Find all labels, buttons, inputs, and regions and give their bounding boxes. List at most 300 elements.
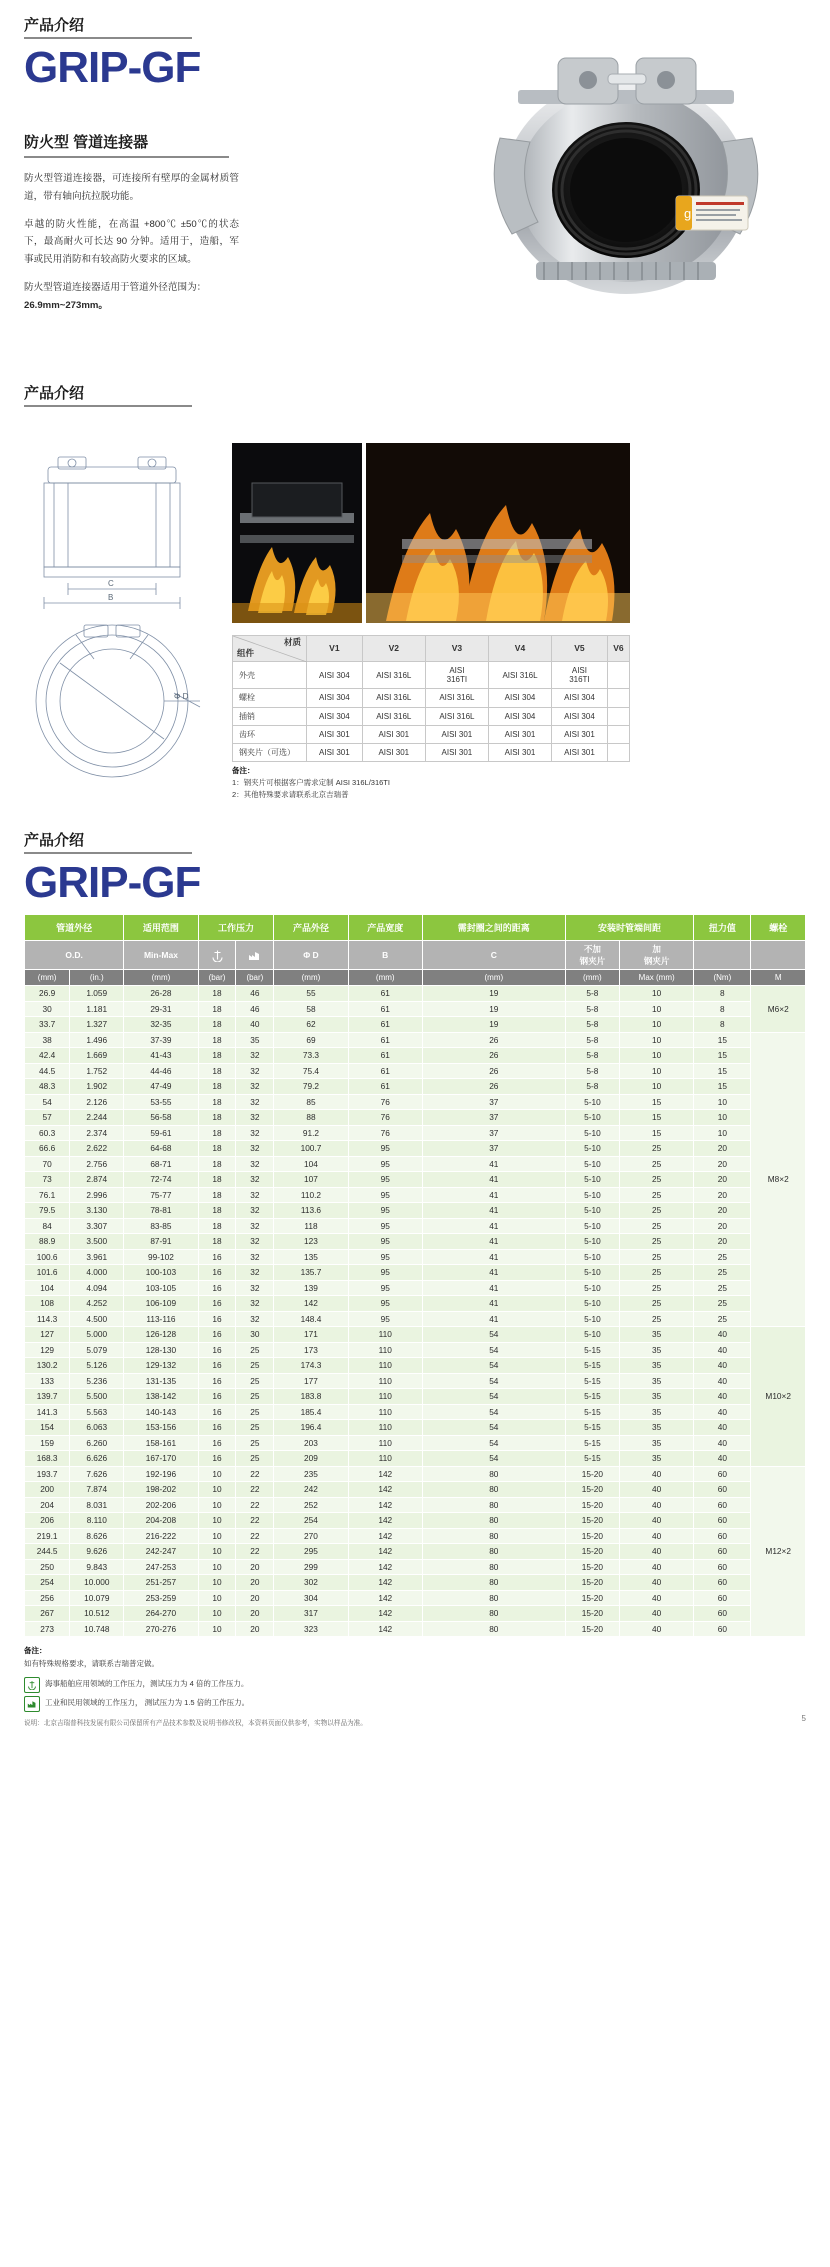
table-row	[25, 1606, 806, 1622]
section-title-1: 产品介绍	[24, 17, 85, 34]
page-number: 5	[801, 1714, 806, 1724]
spec-cell: 85	[274, 1094, 348, 1110]
spec-cell: 114.3	[25, 1311, 70, 1327]
spec-cell: 88.9	[25, 1234, 70, 1250]
section-title-2: 产品介绍	[24, 385, 85, 402]
table-row	[25, 1048, 806, 1064]
material-table-row	[233, 689, 630, 707]
spec-cell: 10	[198, 1528, 236, 1544]
spec-cell: 206	[25, 1513, 70, 1529]
spec-unit-m: M	[751, 970, 806, 986]
material-cell: AISI 301	[362, 743, 425, 761]
spec-cell: 5-15	[565, 1435, 619, 1451]
spec-cell: 10	[694, 1110, 751, 1126]
spec-cell: 235	[274, 1466, 348, 1482]
spec-cell: 25	[620, 1265, 694, 1281]
spec-cell: 5-8	[565, 1079, 619, 1095]
spec-cell: 10	[198, 1482, 236, 1498]
spec-cell: 127	[25, 1327, 70, 1343]
spec-cell: 5-10	[565, 1141, 619, 1157]
material-note-1: 1：钢夹片可根据客户需求定制 AISI 316L/316TI	[232, 778, 390, 787]
spec-cell: 40	[694, 1373, 751, 1389]
spec-cell: 19	[422, 1017, 565, 1033]
spec-cell: 10	[620, 1079, 694, 1095]
spec-cell: 25	[694, 1249, 751, 1265]
spec-cell: 204-208	[124, 1513, 198, 1529]
table-row	[25, 1110, 806, 1126]
spec-cell: 46	[236, 1001, 274, 1017]
spec-cell: 87-91	[124, 1234, 198, 1250]
spec-cell: 242-247	[124, 1544, 198, 1560]
spec-cell: 16	[198, 1389, 236, 1405]
table-row	[25, 1544, 806, 1560]
spec-unit-in: (in.)	[70, 970, 124, 986]
spec-cell: 20	[236, 1559, 274, 1575]
spec-bolt-cell: M6×2	[751, 986, 806, 1033]
intro-left-column	[24, 14, 324, 314]
section-product-intro-2	[0, 372, 830, 823]
material-col-v3: V3	[425, 636, 488, 662]
spec-cell: 7.626	[70, 1466, 124, 1482]
spec-cell: 4.000	[70, 1265, 124, 1281]
table-row	[25, 1497, 806, 1513]
material-cell: AISI 301	[552, 743, 608, 761]
spec-cell: 2.996	[70, 1187, 124, 1203]
spec-cell: 5-10	[565, 1187, 619, 1203]
spec-cell: 142	[348, 1544, 422, 1560]
spec-cell: 20	[694, 1218, 751, 1234]
material-cell: AISI 301	[488, 743, 551, 761]
spec-cell: 113.6	[274, 1203, 348, 1219]
spec-cell: 18	[198, 1203, 236, 1219]
footer-disclaimer: 说明：北京吉瑞普科技发展有限公司保留所有产品技术参数及说明书修改权，本资料页面仅供参考，实物以样品为准。	[24, 1719, 367, 1727]
table-row	[25, 1079, 806, 1095]
table-row	[25, 1404, 806, 1420]
spec-sub-gap-no-clip: 不加 钢夹片	[565, 941, 619, 970]
spec-cell: 20	[236, 1575, 274, 1591]
spec-cell: 32	[236, 1094, 274, 1110]
spec-cell: 5-10	[565, 1249, 619, 1265]
spec-cell: 183.8	[274, 1389, 348, 1405]
material-cell: AISI 304	[552, 689, 608, 707]
spec-cell: 40	[620, 1559, 694, 1575]
spec-group-range: 适用范围	[124, 915, 198, 941]
spec-cell: 40	[620, 1590, 694, 1606]
table-row	[25, 1559, 806, 1575]
spec-cell: 18	[198, 1218, 236, 1234]
spec-sub-b: B	[348, 941, 422, 970]
spec-cell: 16	[198, 1327, 236, 1343]
material-note-2: 2：其他特殊要求请联系北京吉瑞普	[232, 790, 349, 799]
spec-cell: 5-10	[565, 1156, 619, 1172]
spec-cell: 142	[348, 1590, 422, 1606]
spec-cell: 16	[198, 1249, 236, 1265]
spec-cell: 20	[694, 1141, 751, 1157]
spec-cell: 95	[348, 1265, 422, 1281]
section-rule-3	[24, 852, 192, 854]
spec-cell: 25	[620, 1141, 694, 1157]
spec-cell: 104	[25, 1280, 70, 1296]
spec-cell: 142	[348, 1482, 422, 1498]
spec-cell: 66.6	[25, 1141, 70, 1157]
spec-cell: 25	[236, 1373, 274, 1389]
spec-cell: 37	[422, 1141, 565, 1157]
spec-cell: 37-39	[124, 1032, 198, 1048]
spec-cell: 159	[25, 1435, 70, 1451]
spec-cell: 80	[422, 1466, 565, 1482]
spec-cell: 41	[422, 1203, 565, 1219]
spec-sub-header-row	[25, 941, 806, 970]
spec-cell: 15	[694, 1079, 751, 1095]
table-row	[25, 1327, 806, 1343]
spec-cell: 123	[274, 1234, 348, 1250]
material-cell: AISI 304	[307, 707, 363, 725]
spec-cell: 54	[422, 1435, 565, 1451]
material-cell: AISI 301	[425, 743, 488, 761]
footer-notes-title: 备注：	[24, 1646, 47, 1656]
table-row	[25, 1017, 806, 1033]
spec-group-outer: 产品外径	[274, 915, 348, 941]
spec-cell: 16	[198, 1280, 236, 1296]
spec-cell: 16	[198, 1373, 236, 1389]
spec-cell: 5-15	[565, 1451, 619, 1467]
spec-cell: 75-77	[124, 1187, 198, 1203]
spec-cell: 16	[198, 1420, 236, 1436]
spec-bolt-cell: M10×2	[751, 1327, 806, 1467]
spec-cell: 40	[694, 1389, 751, 1405]
spec-cell: 26	[422, 1032, 565, 1048]
spec-cell: 60	[694, 1513, 751, 1529]
spec-cell: 25	[236, 1404, 274, 1420]
spec-group-torque: 扭力值	[694, 915, 751, 941]
spec-cell: 142	[348, 1528, 422, 1544]
spec-cell: 30	[236, 1327, 274, 1343]
spec-cell: 32	[236, 1311, 274, 1327]
spec-cell: 5-10	[565, 1094, 619, 1110]
spec-cell: 60	[694, 1559, 751, 1575]
table-row	[25, 1187, 806, 1203]
spec-cell: 60	[694, 1528, 751, 1544]
spec-cell: 44-46	[124, 1063, 198, 1079]
spec-cell: 5-10	[565, 1296, 619, 1312]
spec-cell: 32	[236, 1296, 274, 1312]
spec-cell: 128-130	[124, 1342, 198, 1358]
material-cell: AISI 316TI	[552, 662, 608, 689]
material-row-label: 外壳	[233, 662, 307, 689]
spec-cell: 130.2	[25, 1358, 70, 1374]
material-cell: AISI 304	[552, 707, 608, 725]
spec-cell: 106-109	[124, 1296, 198, 1312]
spec-cell: 29-31	[124, 1001, 198, 1017]
spec-cell: 80	[422, 1482, 565, 1498]
spec-cell: 25	[236, 1420, 274, 1436]
spec-cell: 61	[348, 1063, 422, 1079]
spec-cell: 5-8	[565, 1048, 619, 1064]
spec-cell: 110	[348, 1342, 422, 1358]
spec-cell: 95	[348, 1280, 422, 1296]
spec-cell: 5-10	[565, 1234, 619, 1250]
spec-cell: 1.496	[70, 1032, 124, 1048]
spec-cell: 18	[198, 1156, 236, 1172]
spec-unit-header-row	[25, 970, 806, 986]
spec-cell: 95	[348, 1156, 422, 1172]
spec-cell: 219.1	[25, 1528, 70, 1544]
spec-cell: 5.000	[70, 1327, 124, 1343]
spec-cell: 101.6	[25, 1265, 70, 1281]
spec-cell: 25	[620, 1218, 694, 1234]
spec-cell: 5-10	[565, 1218, 619, 1234]
footer-icon-row-marine	[24, 1677, 806, 1693]
spec-cell: 3.307	[70, 1218, 124, 1234]
intro-paragraph-3a: 防火型管道连接器适用于管道外径范围为：	[24, 281, 207, 293]
spec-cell: 108	[25, 1296, 70, 1312]
spec-cell: 18	[198, 1017, 236, 1033]
spec-cell: 64-68	[124, 1141, 198, 1157]
spec-cell: 46	[236, 986, 274, 1002]
drawing-label-c: C	[108, 579, 114, 588]
material-cell	[607, 689, 629, 707]
spec-cell: 30	[25, 1001, 70, 1017]
footer-icon-list	[24, 1677, 806, 1712]
spec-cell: 25	[236, 1389, 274, 1405]
material-cell: AISI 304	[488, 707, 551, 725]
spec-cell: 8	[694, 1001, 751, 1017]
brand-title-2: GRIP-GF	[24, 858, 201, 907]
spec-cell: 22	[236, 1528, 274, 1544]
fire-test-photo-2	[366, 443, 630, 623]
spec-cell: 76	[348, 1125, 422, 1141]
spec-cell: 32	[236, 1048, 274, 1064]
table-row	[25, 1218, 806, 1234]
spec-cell: 135.7	[274, 1265, 348, 1281]
spec-cell: 20	[694, 1234, 751, 1250]
spec-cell: 40	[620, 1544, 694, 1560]
spec-cell: 68-71	[124, 1156, 198, 1172]
spec-cell: 79.5	[25, 1203, 70, 1219]
spec-cell: 35	[620, 1451, 694, 1467]
spec-unit-gap-max-mm: Max (mm)	[620, 970, 694, 986]
spec-cell: 20	[236, 1621, 274, 1637]
spec-cell: 5-10	[565, 1125, 619, 1141]
spec-cell: 16	[198, 1358, 236, 1374]
spec-cell: 42.4	[25, 1048, 70, 1064]
spec-cell: 32-35	[124, 1017, 198, 1033]
spec-cell: 54	[422, 1420, 565, 1436]
material-table-body	[233, 662, 630, 762]
spec-cell: 25	[236, 1342, 274, 1358]
material-cell: AISI 301	[488, 725, 551, 743]
spec-cell: 10	[198, 1575, 236, 1591]
spec-cell: 32	[236, 1063, 274, 1079]
spec-cell: 18	[198, 1048, 236, 1064]
spec-cell: 138-142	[124, 1389, 198, 1405]
spec-cell: 40	[620, 1606, 694, 1622]
spec-cell: 95	[348, 1203, 422, 1219]
spec-cell: 110	[348, 1404, 422, 1420]
spec-cell: 35	[620, 1342, 694, 1358]
spec-cell: 16	[198, 1404, 236, 1420]
spec-cell: 32	[236, 1079, 274, 1095]
intro-paragraph-1: 防火型管道连接器，可连接所有壁厚的金属材质管道，带有轴向抗拉脱功能。	[24, 173, 239, 202]
spec-cell: 15-20	[565, 1497, 619, 1513]
spec-cell: 107	[274, 1172, 348, 1188]
spec-cell: 54	[422, 1342, 565, 1358]
material-cell: AISI 304	[307, 689, 363, 707]
spec-cell: 8.626	[70, 1528, 124, 1544]
spec-cell: 10	[694, 1125, 751, 1141]
table-row	[25, 1389, 806, 1405]
spec-cell: 133	[25, 1373, 70, 1389]
spec-cell: 15-20	[565, 1482, 619, 1498]
spec-cell: 54	[422, 1373, 565, 1389]
spec-cell: 60	[694, 1575, 751, 1591]
spec-cell: 95	[348, 1218, 422, 1234]
spec-cell: 142	[348, 1606, 422, 1622]
intro-range-value: 26.9mm~273mm。	[24, 299, 108, 311]
material-notes-title: 备注：	[232, 766, 255, 775]
spec-cell: 84	[25, 1218, 70, 1234]
spec-unit-mm: (mm)	[25, 970, 70, 986]
spec-cell: 32	[236, 1172, 274, 1188]
spec-cell: 80	[422, 1544, 565, 1560]
spec-cell: 168.3	[25, 1451, 70, 1467]
spec-cell: 76	[348, 1110, 422, 1126]
spec-cell: 25	[236, 1435, 274, 1451]
spec-cell: 2.244	[70, 1110, 124, 1126]
spec-cell: 242	[274, 1482, 348, 1498]
material-cell	[607, 662, 629, 689]
spec-cell: 61	[348, 1048, 422, 1064]
spec-cell: 26	[422, 1079, 565, 1095]
spec-cell: 26-28	[124, 986, 198, 1002]
material-table	[232, 635, 630, 762]
spec-cell: 25	[694, 1296, 751, 1312]
spec-cell: 37	[422, 1125, 565, 1141]
spec-cell: 254	[274, 1513, 348, 1529]
spec-cell: 304	[274, 1590, 348, 1606]
spec-cell: 177	[274, 1373, 348, 1389]
spec-cell: 10	[198, 1606, 236, 1622]
spec-cell: 264-270	[124, 1606, 198, 1622]
spec-cell: 139	[274, 1280, 348, 1296]
spec-cell: 5.079	[70, 1342, 124, 1358]
spec-cell: 16	[198, 1265, 236, 1281]
spec-cell: 16	[198, 1296, 236, 1312]
spec-cell: 61	[348, 1001, 422, 1017]
spec-cell: 5-15	[565, 1389, 619, 1405]
spec-cell: 40	[620, 1621, 694, 1637]
spec-cell: 44.5	[25, 1063, 70, 1079]
spec-cell: 54	[422, 1389, 565, 1405]
spec-cell: 35	[620, 1435, 694, 1451]
spec-cell: 60	[694, 1466, 751, 1482]
spec-cell: 8	[694, 986, 751, 1002]
spec-cell: 95	[348, 1172, 422, 1188]
spec-cell: 18	[198, 1063, 236, 1079]
spec-cell: 4.500	[70, 1311, 124, 1327]
spec-cell: 204	[25, 1497, 70, 1513]
spec-cell: 61	[348, 1032, 422, 1048]
spec-cell: 5-15	[565, 1373, 619, 1389]
spec-cell: 20	[694, 1172, 751, 1188]
intro-paragraph-3	[24, 279, 239, 314]
spec-cell: 10	[198, 1466, 236, 1482]
table-row	[25, 1466, 806, 1482]
spec-cell: 256	[25, 1590, 70, 1606]
section-rule-1	[24, 37, 192, 39]
spec-cell: 60	[694, 1621, 751, 1637]
spec-unit-range-mm: (mm)	[124, 970, 198, 986]
spec-cell: 22	[236, 1466, 274, 1482]
spec-cell: 110	[348, 1451, 422, 1467]
spec-cell: 250	[25, 1559, 70, 1575]
spec-cell: 40	[236, 1017, 274, 1033]
spec-cell: 192-196	[124, 1466, 198, 1482]
intro-heading-rule	[24, 156, 229, 158]
spec-cell: 25	[694, 1265, 751, 1281]
spec-cell: 32	[236, 1203, 274, 1219]
spec-group-width: 产品宽度	[348, 915, 422, 941]
spec-cell: 15	[620, 1094, 694, 1110]
spec-group-header-row	[25, 915, 806, 941]
spec-cell: 35	[620, 1327, 694, 1343]
spec-cell: 5.500	[70, 1389, 124, 1405]
spec-cell: 16	[198, 1451, 236, 1467]
table-row	[25, 1203, 806, 1219]
material-cell: AISI 316L	[425, 689, 488, 707]
spec-cell: 40	[694, 1358, 751, 1374]
spec-cell: 247-253	[124, 1559, 198, 1575]
specification-table	[24, 914, 806, 1637]
spec-cell: 25	[620, 1249, 694, 1265]
spec-cell: 18	[198, 1079, 236, 1095]
spec-cell: 25	[620, 1187, 694, 1203]
material-row-label: 钢夹片（可选）	[233, 743, 307, 761]
spec-cell: 32	[236, 1218, 274, 1234]
fire-test-photo-1	[232, 443, 362, 623]
spec-cell: 113-116	[124, 1311, 198, 1327]
spec-cell: 15-20	[565, 1575, 619, 1591]
material-cell	[607, 725, 629, 743]
spec-cell: 80	[422, 1497, 565, 1513]
spec-cell: 18	[198, 1234, 236, 1250]
material-col-v1: V1	[307, 636, 363, 662]
spec-cell: 135	[274, 1249, 348, 1265]
material-cell: AISI 316L	[362, 662, 425, 689]
spec-cell: 6.063	[70, 1420, 124, 1436]
spec-cell: 22	[236, 1482, 274, 1498]
spec-cell: 91.2	[274, 1125, 348, 1141]
spec-cell: 95	[348, 1249, 422, 1265]
spec-cell: 9.843	[70, 1559, 124, 1575]
spec-cell: 142	[348, 1466, 422, 1482]
spec-cell: 62	[274, 1017, 348, 1033]
spec-cell: 5-8	[565, 1032, 619, 1048]
table-row	[25, 1451, 806, 1467]
section-rule-2	[24, 405, 192, 407]
material-cell: AISI 301	[552, 725, 608, 743]
table-row	[25, 1373, 806, 1389]
spec-cell: 60	[694, 1606, 751, 1622]
section-product-intro-1	[0, 0, 830, 372]
spec-cell: 5-10	[565, 1265, 619, 1281]
spec-cell: 37	[422, 1110, 565, 1126]
spec-cell: 110	[348, 1420, 422, 1436]
spec-sub-minmax: Min-Max	[124, 941, 198, 970]
spec-cell: 16	[198, 1311, 236, 1327]
spec-cell: 193.7	[25, 1466, 70, 1482]
spec-cell: 5-15	[565, 1404, 619, 1420]
